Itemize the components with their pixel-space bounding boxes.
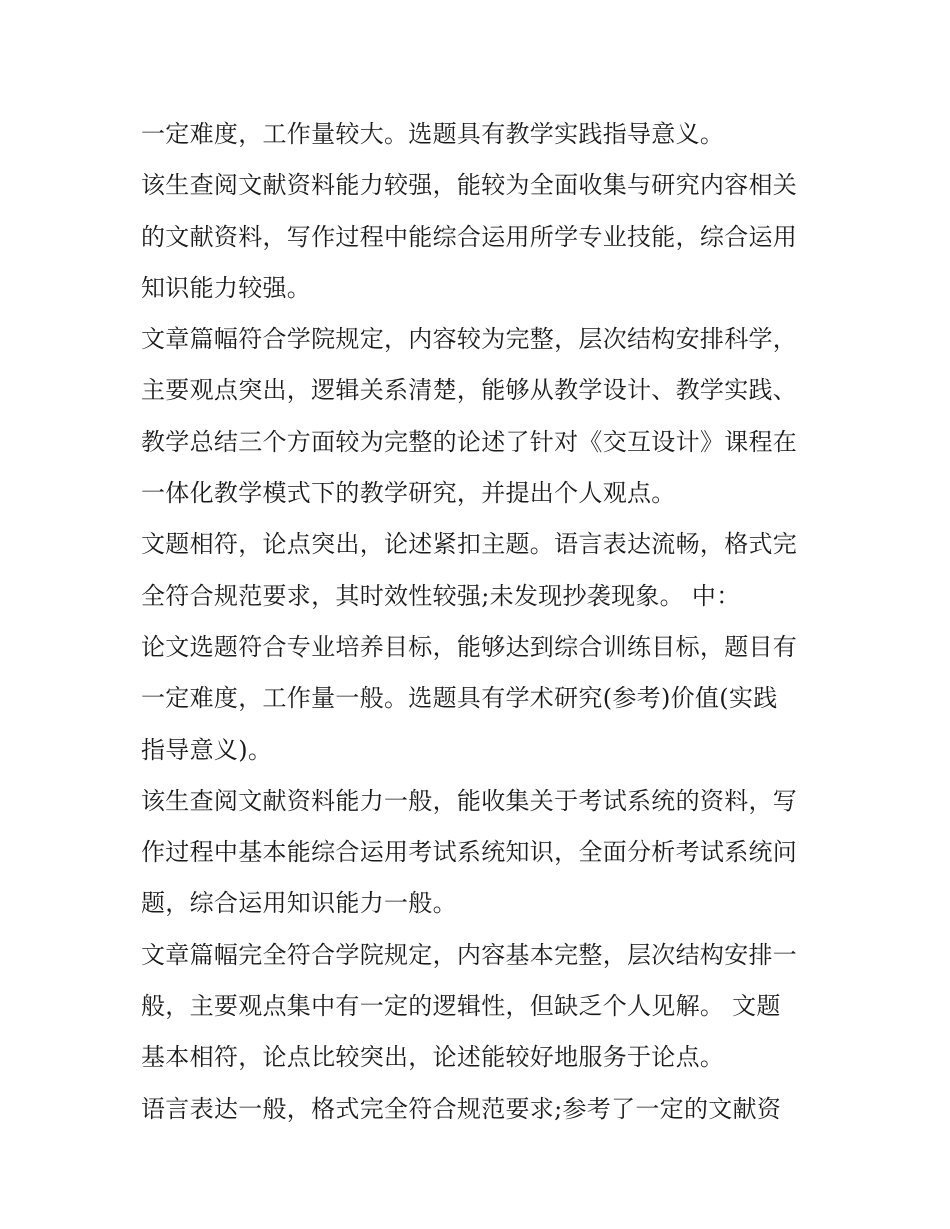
text-line: 该生查阅文献资料能力一般，能收集关于考试系统的资料，写 bbox=[141, 786, 798, 815]
text-line: 一定难度，工作量一般。选题具有学术研究(参考)价值(实践 bbox=[141, 684, 778, 713]
text-line: 文题相符，论点突出，论述紧扣主题。语言表达流畅，格式完 bbox=[141, 530, 798, 559]
text-line: 主要观点突出，逻辑关系清楚，能够从教学设计、教学实践、 bbox=[141, 376, 798, 405]
text-line: 般，主要观点集中有一定的逻辑性，但缺乏个人见解。 文题 bbox=[141, 992, 781, 1021]
text-line: 基本相符，论点比较突出，论述能较好地服务于论点。 bbox=[141, 1043, 725, 1072]
text-line: 语言表达一般，格式完全符合规范要求;参考了一定的文献资 bbox=[141, 1094, 782, 1123]
text-line: 教学总结三个方面较为完整的论述了针对《交互设计》课程在 bbox=[141, 427, 798, 456]
text-line: 文章篇幅符合学院规定，内容较为完整，层次结构安排科学， bbox=[141, 325, 798, 354]
text-line: 题，综合运用知识能力一般。 bbox=[141, 889, 457, 918]
text-line: 一定难度，工作量较大。选题具有教学实践指导意义。 bbox=[141, 120, 725, 148]
text-line: 文章篇幅完全符合学院规定，内容基本完整，层次结构安排一 bbox=[141, 940, 798, 969]
text-line: 作过程中基本能综合运用考试系统知识，全面分析考试系统问 bbox=[141, 838, 798, 867]
text-line: 一体化教学模式下的教学研究，并提出个人观点。 bbox=[141, 479, 676, 508]
text-line: 全符合规范要求，其时效性较强;未发现抄袭现象。 中： bbox=[141, 581, 741, 610]
text-line: 论文选题符合专业培养目标，能够达到综合训练目标，题目有 bbox=[141, 632, 798, 661]
text-line: 该生查阅文献资料能力较强，能较为全面收集与研究内容相关 bbox=[141, 171, 798, 200]
text-line: 的文献资料，写作过程中能综合运用所学专业技能，综合运用 bbox=[141, 222, 798, 251]
body-text bbox=[141, 109, 821, 1135]
text-line: 指导意义)。 bbox=[141, 735, 273, 764]
text-line: 知识能力较强。 bbox=[141, 273, 312, 302]
